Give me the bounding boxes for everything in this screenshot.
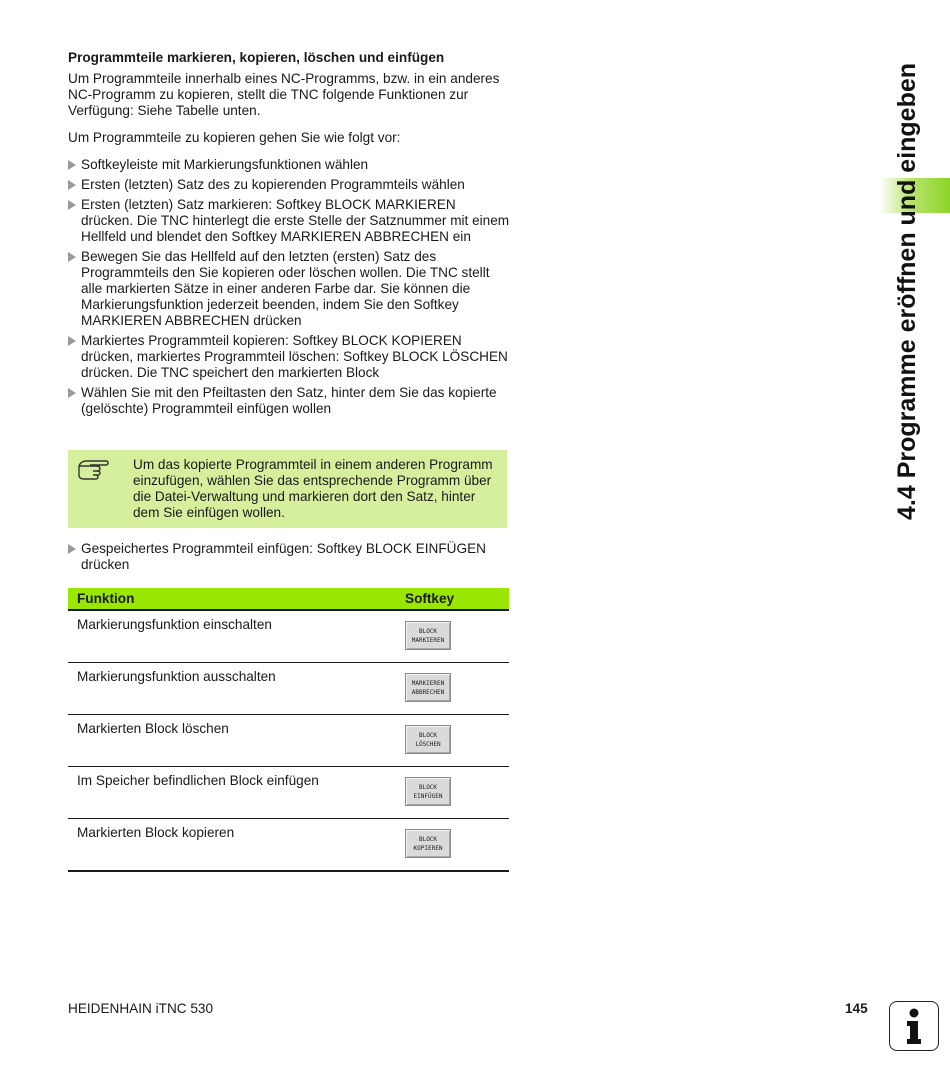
arrow-bullet-icon [68,336,76,346]
main-content [68,50,510,421]
softkey-block-einfuegen [405,777,451,806]
step-item [68,157,510,173]
chapter-title: 4.4 Programme eröffnen und eingeben [893,62,921,520]
section-heading: Programmteile markieren, kopieren, löschen und einfügen [68,50,445,65]
step-item [68,385,510,417]
softkey-label-line2: EINFÜGEN [413,792,443,800]
step-text: Ersten (letzten) Satz des zu kopierenden Programmteils wählen [81,177,465,192]
step-text: Softkeyleiste mit Markierungsfunktionen wählen [81,157,369,172]
step-item [68,197,510,245]
softkey-cell [405,819,509,872]
step-item [68,249,510,329]
arrow-bullet-icon [68,544,76,554]
softkey-label-line2: LÖSCHEN [415,740,441,748]
softkey-table [68,588,509,872]
table-row [68,819,509,872]
table-row [68,663,509,715]
softkey-label-line1: BLOCK [418,731,438,739]
page-number: 145 [845,1001,868,1016]
softkey-block-kopieren [405,829,451,858]
step-text: Ersten (letzten) Satz markieren: Softkey BLOCK MARKIEREN drücken. Die TNC hinterlegt die erste Stelle der Satznummer mit einem Hellfeld und blendet den Softkey MARKIEREN ABBRECHEN ein [81,197,510,244]
arrow-bullet-icon [68,252,76,262]
softkey-label-line1: BLOCK [418,627,438,635]
softkey-label-line1: BLOCK [418,835,438,843]
step-item [68,333,510,381]
final-step [68,541,510,577]
softkey-cell [405,767,509,819]
step-text: Gespeichertes Programmteil einfügen: Softkey BLOCK EINFÜGEN drücken [81,541,486,572]
arrow-bullet-icon [68,180,76,190]
function-cell: Markierten Block kopieren [68,819,405,872]
arrow-bullet-icon [68,388,76,398]
softkey-cell [405,715,509,767]
softkey-cell [405,610,509,663]
note-text: Um das kopierte Programmteil in einem anderen Programm einzufügen, wählen Sie das entsprechende Programm über die Datei-Verwaltung und markieren dort den Satz, hinter dem Sie einfügen wollen. [133,457,493,520]
table-header-row [68,588,509,610]
softkey-block-markieren [405,621,451,650]
step-item [68,541,510,573]
column-header-softkey: Softkey [405,588,509,610]
info-icon [889,1001,939,1051]
column-header-function: Funktion [68,588,405,610]
intro-paragraph: Um Programmteile innerhalb eines NC-Programms, bzw. in ein anderes NC-Programm zu kopieren, stellt die TNC folgende Funktionen zur Verfügung: Siehe Tabelle unten. [68,71,500,118]
function-cell: Markierungsfunktion ausschalten [68,663,405,715]
step-text: Bewegen Sie das Hellfeld auf den letzten (ersten) Satz des Programmteils den Sie kopieren oder löschen wollen. Die TNC stellt alle markierten Sätze in einer anderen Farbe dar. Sie können die Markierungsfunktion jederzeit beenden, indem Sie den Softkey MARKIEREN ABBRECHEN drücken [81,249,490,328]
softkey-label-line1: MARKIEREN [411,679,445,687]
lead-paragraph: Um Programmteile zu kopieren gehen Sie wie folgt vor: [68,130,401,145]
softkey-label-line2: ABBRECHEN [411,688,445,696]
softkey-label-line2: KOPIEREN [413,844,443,852]
table-row [68,767,509,819]
softkey-block-loeschen [405,725,451,754]
softkey-label-line2: MARKIEREN [411,636,445,644]
note-box [68,450,507,528]
function-cell: Im Speicher befindlichen Block einfügen [68,767,405,819]
softkey-cell [405,663,509,715]
step-list [68,157,510,417]
pointing-hand-icon [76,458,110,485]
softkey-label-line1: BLOCK [418,783,438,791]
softkey-markieren-abbrechen [405,673,451,702]
table-row [68,715,509,767]
step-text: Markiertes Programmteil kopieren: Softkey BLOCK KOPIEREN drücken, markiertes Programmteil löschen: Softkey BLOCK LÖSCHEN drücken. Die TNC speichert den markierten Block [81,333,508,380]
function-cell: Markierten Block löschen [68,715,405,767]
step-item [68,177,510,193]
function-cell: Markierungsfunktion einschalten [68,610,405,663]
step-text: Wählen Sie mit den Pfeiltasten den Satz, hinter dem Sie das kopierte (gelöschte) Programmteil einfügen wollen [81,385,497,416]
table-row [68,610,509,663]
arrow-bullet-icon [68,200,76,210]
footer-product: HEIDENHAIN iTNC 530 [68,1001,214,1016]
arrow-bullet-icon [68,160,76,170]
